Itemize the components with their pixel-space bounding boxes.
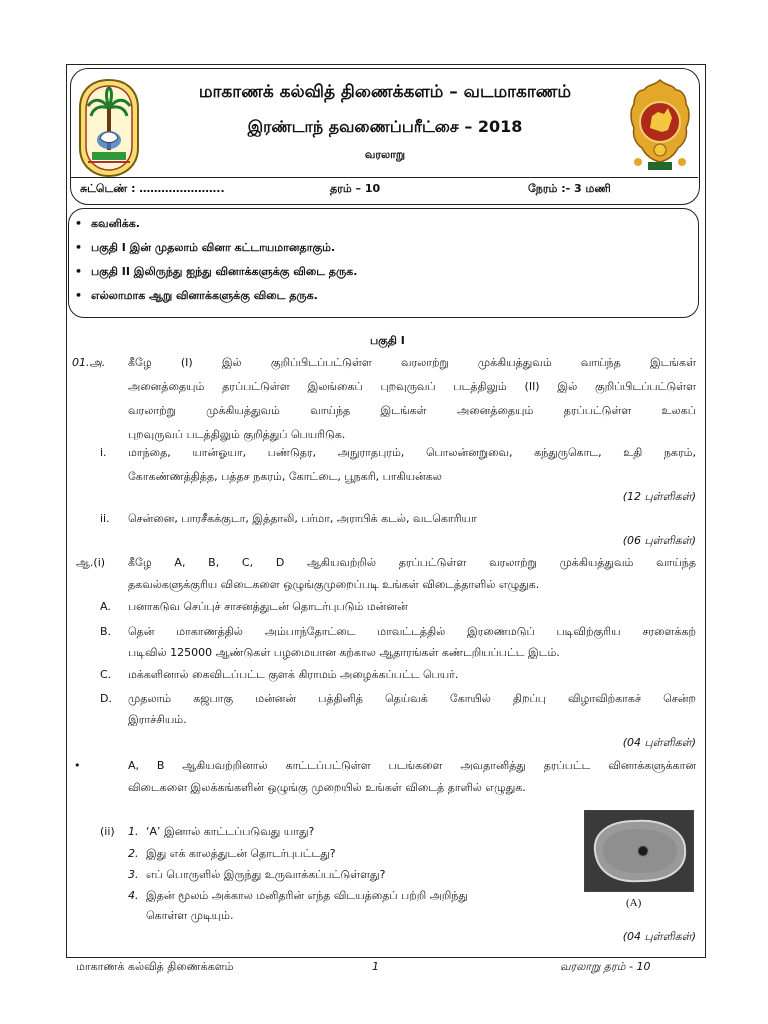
marks-label: (04 புள்ளிகள்) xyxy=(622,930,696,943)
subquestion-label: ii. xyxy=(100,512,110,525)
item-text: தென் மாகாணத்தில் அம்பாந்தோட்டை மாவட்டத்தில் இரணைமடுப் படிவிற்குரிய சரளைக்கற் xyxy=(128,625,696,638)
item-text: பனாகடுவ செப்புச் சாசனத்துடன் தொடர்புபடும் மன்னன் xyxy=(128,600,408,613)
subquestion-label: (ii) xyxy=(100,825,115,838)
instruction-item: • பகுதி II இலிருந்து ஐந்து வினாக்களுக்கு விடை தருக. xyxy=(75,265,358,278)
question-stem-line: அனைத்தையும் தரப்பட்டுள்ள இலங்கைப் புறவுருவப் படத்திலும் (II) இல் குறிப்பிடப்பட்டுள்ள xyxy=(128,380,696,393)
place-list-line: கோகண்ணத்தித்த, பத்தச நகரம், கோட்டை, பூநகரி, பாகியன்கல xyxy=(128,470,442,483)
header-divider xyxy=(70,177,698,178)
instruction-item: • எல்லாமாக ஆறு வினாக்களுக்கு விடை தருக. xyxy=(75,289,318,302)
footer-subject-grade: வரலாறு தரம் - 10 xyxy=(560,960,651,973)
instruction-item: • கவனிக்க. xyxy=(75,217,140,230)
item-text: இராச்சியம். xyxy=(128,713,187,726)
time-label: நேரம் :- 3 மணி xyxy=(528,182,611,195)
subject-title: வரலாறு xyxy=(364,148,406,161)
item-letter: A. xyxy=(100,600,111,613)
part-title: பகுதி I xyxy=(370,334,405,347)
item-letter: C. xyxy=(100,668,112,681)
question-text: கொள்ள முடியும். xyxy=(146,909,234,922)
question-number: ஆ.(i) xyxy=(76,556,106,569)
place-list-line: மாந்தை, யான்ஓயா, பண்டுதர, அநுராதபுரம், பொலன்னறுவை, கந்துருகொட, உதி நகரம், xyxy=(128,446,696,459)
marks-label: (06 புள்ளிகள்) xyxy=(622,534,696,547)
item-text: முதலாம் கஜபாகு மன்னன் பத்தினித் தெய்வக் கோயில் திறப்பு விழாவிற்காகச் சென்ற xyxy=(128,692,696,705)
photo-caption: (A) xyxy=(626,897,642,909)
instruction-item: • பகுதி I இன் முதலாம் வினா கட்டாயமானதாகும். xyxy=(75,241,336,254)
marks-label: (12 புள்ளிகள்) xyxy=(622,490,696,503)
question-num: 2. xyxy=(128,847,139,860)
question-text: ‘A’ இனால் காட்டப்படுவது யாது? xyxy=(146,825,315,838)
national-emblem-icon xyxy=(628,78,692,172)
item-text: படிவில் 125000 ஆண்டுகள் பழமையான கற்கால ஆதாரங்கள் கண்டறியப்பட்ட இடம். xyxy=(128,646,560,659)
stone-artifact-icon xyxy=(585,811,693,891)
department-emblem-icon xyxy=(78,78,140,178)
item-text: மக்களினால் கைவிடப்பட்ட குளக் கிராமம் அழைக்கப்பட்ட பெயர். xyxy=(128,668,459,681)
instructions-box xyxy=(68,208,699,318)
marks-label: (04 புள்ளிகள்) xyxy=(622,736,696,749)
item-letter: B. xyxy=(100,625,112,638)
index-number-label: சுட்டெண் : ………………….. xyxy=(80,182,225,195)
question-num: 3. xyxy=(128,868,139,881)
footer-page-number: 1 xyxy=(372,960,379,973)
question-stem-line: வரலாற்று முக்கியத்துவம் வாய்ந்த இடங்கள் அனைத்தையும் தரப்பட்டுள்ள உலகப் xyxy=(128,404,696,417)
bullet-point: • xyxy=(74,759,81,772)
item-letter: D. xyxy=(100,692,112,705)
question-num: 1. xyxy=(128,825,139,838)
grade-label: தரம் – 10 xyxy=(330,182,381,195)
subquestion-label: i. xyxy=(100,446,107,459)
question-text: இதன் மூலம் அக்கால மனிதரின் எந்த விடயத்தைப் பற்றி அறிந்து xyxy=(146,889,468,902)
note-line: விடைகளை இலக்கங்களின் ஒழுங்கு முறையில் உங்கள் விடைத் தாளில் எழுதுக. xyxy=(128,781,526,794)
question-stem-line: கீழே A, B, C, D ஆகியவற்றில் தரப்பட்டுள்ள வரலாற்று முக்கியத்துவம் வாய்ந்த xyxy=(128,556,696,569)
question-stem-line: தகவல்களுக்குரிய விடைகளை ஒழுங்குமுறைப்படி உங்கள் விடைத்தாளில் எழுதுக. xyxy=(128,578,540,591)
question-number: 01.அ. xyxy=(72,356,106,369)
question-stem-line: கீழே (I) இல் குறிப்பிடப்பட்டுள்ள வரலாற்று முக்கியத்துவம் வாய்ந்த இடங்கள் xyxy=(128,356,696,369)
artifact-photo xyxy=(584,810,694,892)
question-text: எப் பொருளில் இருந்து உருவாக்கப்பட்டுள்ளது? xyxy=(146,868,386,881)
footer-department: மாகாணக் கல்வித் திணைக்களம் xyxy=(76,960,234,973)
question-stem-line: புறவுருவப் படத்திலும் குறித்துப் பெயரிடுக. xyxy=(128,428,346,441)
question-num: 4. xyxy=(128,889,139,902)
department-title: மாகாணக் கல்வித் திணைக்களம் – வடமாகாணம் xyxy=(198,82,572,102)
exam-title: இரண்டாந் தவணைப்பரீட்சை – 2018 xyxy=(247,117,523,136)
place-list-line: சென்னை, பாரசீகக்குடா, இத்தாலி, பர்மா, அராபிக் கடல், வடகொரியா xyxy=(128,512,477,525)
question-text: இது எக் காலத்துடன் தொடர்புபட்டது? xyxy=(146,847,336,860)
note-line: A, B ஆகியவற்றினால் காட்டப்பட்டுள்ள படங்களை அவதானித்து தரப்பட்ட வினாக்களுக்கான xyxy=(128,759,696,772)
